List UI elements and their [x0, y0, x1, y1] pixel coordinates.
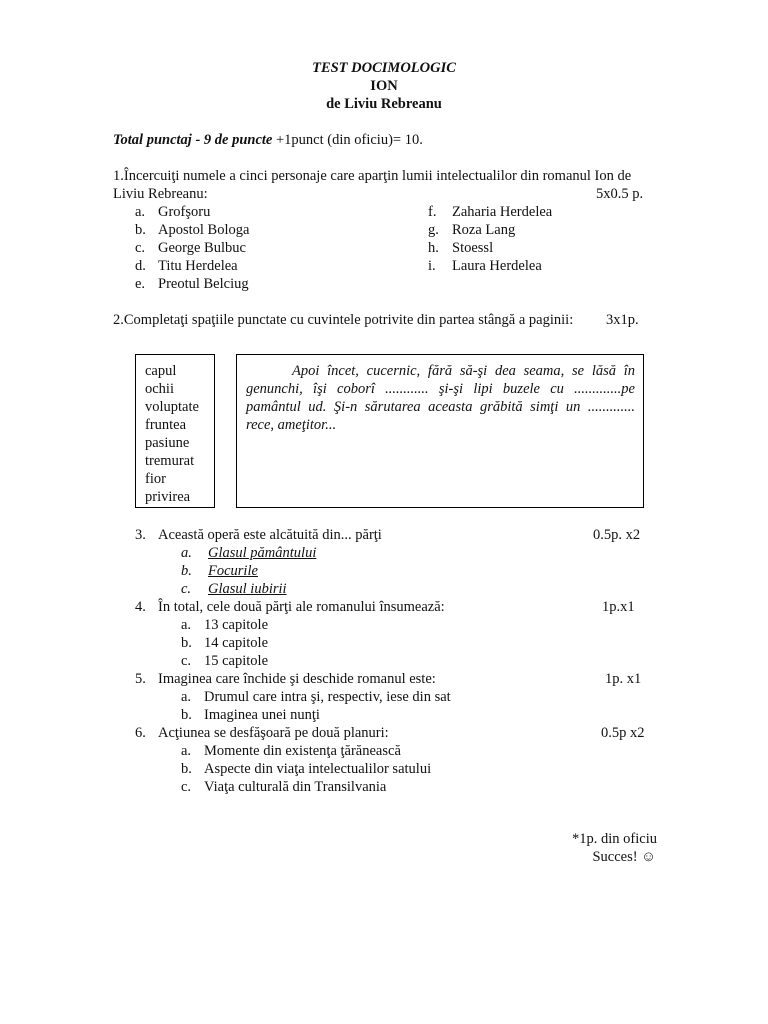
q1-text-line2: Liviu Rebreanu:	[113, 186, 208, 202]
word-bank-item: fior	[145, 471, 166, 487]
q5-question: 5. Imaginea care închide şi deschide romanul este:	[135, 671, 436, 687]
q3-option-b: b. Focurile	[181, 563, 258, 579]
word-bank-item: capul	[145, 363, 177, 379]
word-bank-item: ochii	[145, 381, 174, 397]
q4-points: 1p.x1	[602, 599, 635, 615]
q6-question: 6. Acţiunea se desfăşoară pe două planuri:	[135, 725, 389, 741]
passage-line: pamântul ud. Şi-n sărutarea aceasta grăbită simţi un .............	[246, 399, 635, 415]
q4-question: 4. În total, cele două părţi ale romanului însumează:	[135, 599, 445, 615]
q1-option-i: i. Laura Herdelea	[428, 258, 542, 274]
author-line: de Liviu Rebreanu	[326, 96, 442, 112]
q1-option-c: c. George Bulbuc	[135, 240, 246, 256]
q2-text: 2.Completaţi spaţiile punctate cu cuvintele potrivite din partea stângă a paginii:	[113, 312, 574, 328]
passage-line: rece, ameţitor...	[246, 417, 337, 433]
q1-option-g: g. Roza Lang	[428, 222, 516, 238]
word-bank-item: pasiune	[145, 435, 190, 451]
word-bank-item: privirea	[145, 489, 191, 505]
q1-points: 5x0.5 p.	[596, 186, 644, 202]
q3-question: 3. Această operă este alcătuită din... părţi	[135, 527, 382, 543]
q3-points: 0.5p. x2	[593, 527, 641, 543]
passage-line: Apoi încet, cucernic, fără să-şi dea seama, se lăsă în	[292, 363, 635, 379]
q5-option-b: b. Imaginea unei nunţi	[181, 707, 320, 723]
footer-succes: Succes! ☺	[592, 849, 656, 865]
q6-option-b: b. Aspecte din viaţa intelectualilor satului	[181, 761, 432, 777]
q1-option-d: d. Titu Herdelea	[135, 258, 238, 274]
q1-text-line1: 1.Încercuiţi numele a cinci personaje care aparţin lumii intelectualilor din romanul Ion de	[113, 168, 632, 184]
q1-option-a: a. Grofşoru	[135, 204, 211, 220]
q1-option-b: b. Apostol Bologa	[135, 222, 250, 238]
q6-option-a: a. Momente din existenţa ţărănească	[181, 743, 401, 759]
q4-option-a: a. 13 capitole	[181, 617, 269, 633]
total-points-rest: +1punct (din oficiu)= 10.	[272, 132, 423, 148]
total-points-bold: Total punctaj - 9 de puncte	[113, 132, 273, 148]
q2-points: 3x1p.	[606, 312, 639, 328]
q5-option-a: a. Drumul care intra şi, respectiv, iese din sat	[181, 689, 451, 705]
q4-option-c: c. 15 capitole	[181, 653, 269, 669]
q3-option-c: c. Glasul iubirii	[181, 581, 287, 597]
footer-oficiu: *1p. din oficiu	[572, 831, 657, 847]
word-bank-item: fruntea	[145, 417, 187, 433]
work-title: ION	[370, 78, 398, 94]
word-bank-item: voluptate	[145, 399, 199, 415]
q4-option-b: b. 14 capitole	[181, 635, 269, 651]
total-points-line	[113, 131, 423, 149]
passage-box	[236, 354, 644, 508]
word-bank-item: tremurat	[145, 453, 195, 469]
q1-option-e: e. Preotul Belciug	[135, 276, 249, 292]
test-title: TEST DOCIMOLOGIC	[312, 60, 456, 76]
q5-points: 1p. x1	[605, 671, 642, 687]
q1-option-h: h. Stoessl	[428, 240, 494, 256]
q1-option-f: f. Zaharia Herdelea	[428, 204, 553, 220]
q6-option-c: c. Viaţa culturală din Transilvania	[181, 779, 387, 795]
passage-line: genunchi, îşi coborî ............ şi-şi lipi buzele cu .............pe	[246, 381, 635, 397]
q6-points: 0.5p x2	[601, 725, 645, 741]
q3-option-a: a. Glasul pământului	[181, 545, 317, 561]
word-bank-box	[135, 354, 215, 508]
